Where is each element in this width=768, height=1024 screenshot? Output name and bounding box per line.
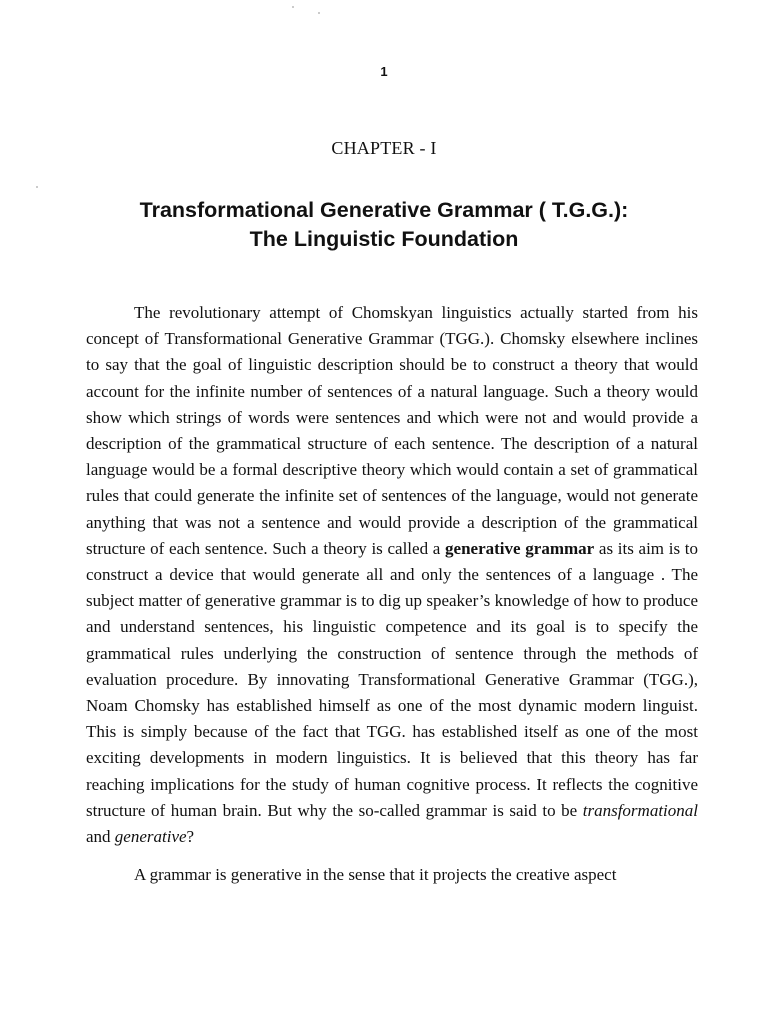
scan-speck xyxy=(292,6,294,8)
bold-term-generative-grammar: generative grammar xyxy=(445,538,595,558)
paragraph-1-connector: and xyxy=(86,827,115,847)
chapter-title xyxy=(0,196,768,254)
scan-speck xyxy=(36,186,38,188)
paragraph-1-ending: ? xyxy=(186,827,195,847)
paragraph-1-text-after-bold: as its aim is to construct a device that would generate all and only the sentences of a language . The subject matter of generative grammar is to dig up speaker’s knowledge of how to produce and understand sentences, his linguistic competence and its goal is to specify the grammatical rules underlying the construction of sentence through the methods of evaluation procedure. By innovating Transformational Generative Grammar (TGG.), Noam Chomsky has established himself as one of the most dynamic modern linguist. This is simply because of the fact that TGG. has established itself as one of the most exciting developments in modern linguistics. It is believed that this theory has far reaching implications for the study of human cognitive process. It reflects the cognitive structure of human brain. But why the so-called grammar is said to be xyxy=(86,538,698,820)
page-number: 1 xyxy=(380,64,388,79)
scan-speck xyxy=(318,12,320,14)
paragraph-2: A grammar is generative in the sense that it projects the creative aspect xyxy=(134,865,617,885)
italic-term-transformational: transformational xyxy=(582,800,698,820)
paragraph-1 xyxy=(86,300,698,850)
chapter-title-line-1: Transformational Generative Grammar ( T.G.G.): xyxy=(139,198,629,222)
body-text xyxy=(86,300,698,888)
italic-term-generative: generative xyxy=(114,827,187,847)
paragraph-1-text-before: The revolutionary attempt of Chomskyan linguistics actually started from his concept of Transformational Generative Grammar (TGG.). Chomsky elsewhere inclines to say that the goal of linguistic description should be to construct a theory that would account for the infinite number of sentences of a natural language. Such a theory would show which strings of words were sentences and which were not and would provide a description of the grammatical structure of each sentence. The description of a natural language would be a formal descriptive theory which would contain a set of grammatical rules that could generate the infinite set of sentences of the language, would not generate anything that was not a sentence and would provide a description of the grammatical structure of each sentence. Such a theory is called a xyxy=(86,303,698,558)
chapter-title-line-2: The Linguistic Foundation xyxy=(249,227,519,251)
chapter-label: CHAPTER - I xyxy=(331,138,437,158)
